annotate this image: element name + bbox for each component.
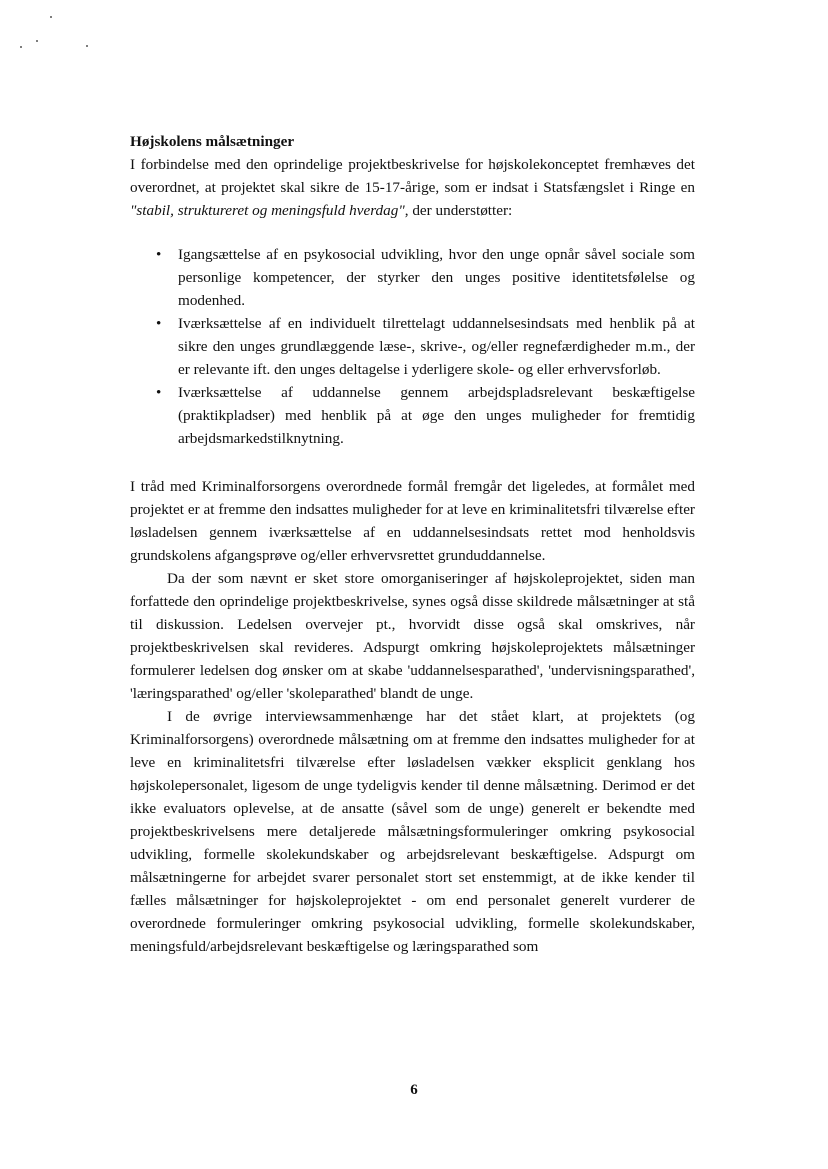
goal-bullet-item	[156, 381, 695, 450]
scan-speck	[50, 16, 52, 18]
body-paragraph: Da der som nævnt er sket store omorganiseringer af højskoleprojektet, siden man forfattede den oprindelige projektbeskrivelse, synes også disse skildrede målsætninger at stå til diskussion. Ledelsen overvejer pt., hvorvidt disse også skal omskrives, når projektbeskrivelsen skal revideres. Adspurgt omkring højskoleprojektets målsætninger formulerer ledelsen dog ønsker om at skabe 'uddannelsesparathed', 'undervisningsparathed', 'læringsparathed' og/eller 'skoleparathed' blandt de unge.	[130, 570, 695, 702]
paragraph-gap	[130, 450, 695, 475]
section-heading: Højskolens målsætninger	[130, 133, 295, 150]
bullet-dot-icon: •	[156, 315, 162, 332]
scan-speck	[20, 46, 22, 48]
document-body	[130, 130, 695, 958]
intro-text-part1: I forbindelse med den oprindelige projektbeskrivelse for højskolekonceptet fremhæves det overordnet, at projektet skal sikre de 15-17-årige, som er indsat i Statsfængslet i Ringe en	[130, 156, 695, 196]
goal-bullet-text: Igangsættelse af en psykosocial udvikling, hvor den unge opnår såvel sociale som personlige kompetencer, der styrker den unges positive identitetsfølelse og modenhed.	[178, 246, 695, 309]
goal-bullet-text: Iværksættelse af uddannelse gennem arbejdspladsrelevant beskæftigelse (praktikpladser) med henblik på at øge den unges muligheder for fremtidig arbejdsmarkedstilknytning.	[178, 384, 695, 447]
page-number: 6	[410, 1082, 418, 1098]
body-paragraph: I de øvrige interviewsammenhænge har det stået klart, at projektets (og Kriminalforsorgens) overordnede målsætning om at fremme den indsattes muligheder for at leve en kriminalitetsfri tilværelse efter løsladelsen vækker eksplicit genklang hos højskolepersonalet, ligesom de unge tydeligvis kender til denne målsætning. Derimod er det ikke evaluators oplevelse, at de ansatte (såvel som de unge) generelt er bekendte med projektbeskrivelsens mere detaljerede målsætningsformuleringer omkring psykosocial udvikling, formelle skolekundskaber og arbejdsrelevant beskæftigelse. Adspurgt om målsætningerne for arbejdet svarer personalet stort set enstemmigt, at de ikke kender til fælles målsætninger for højskoleprojektet - om end personalet generelt vurderer de overordnede formuleringer omkring psykosocial udvikling, formelle skolekundskaber, meningsfuld/arbejdsrelevant beskæftigelse og læringsparathed som	[130, 708, 695, 955]
goal-bullet-item	[156, 312, 695, 381]
goals-bullet-list	[130, 243, 695, 450]
intro-paragraph	[130, 153, 695, 222]
goal-bullet-item	[156, 243, 695, 312]
scan-speck	[86, 45, 88, 47]
bullet-dot-icon: •	[156, 246, 162, 263]
body-paragraph: I tråd med Kriminalforsorgens overordnede formål fremgår det ligeledes, at formålet med projektet er at fremme den indsattes muligheder for at leve en kriminalitetsfri tilværelse efter løsladelsen gennem iværksættelse af en uddannelsesindsats rettet mod henholdsvis grundskolens afgangsprøve og/eller erhvervsrettet grunduddannelse.	[130, 478, 695, 564]
goal-bullet-text: Iværksættelse af en individuelt tilrettelagt uddannelsesindsats med henblik på at sikre den unges grundlæggende læse-, skrive-, og/eller regnefærdigheder m.m., der er relevante ift. den unges deltagelse i yderligere skole- og eller erhvervsforløb.	[178, 315, 695, 378]
intro-quote: "stabil, struktureret og meningsfuld hverdag"	[130, 202, 405, 219]
intro-text-part2: , der understøtter:	[404, 202, 513, 219]
bullet-dot-icon: •	[156, 384, 162, 401]
scan-speck	[36, 40, 38, 42]
